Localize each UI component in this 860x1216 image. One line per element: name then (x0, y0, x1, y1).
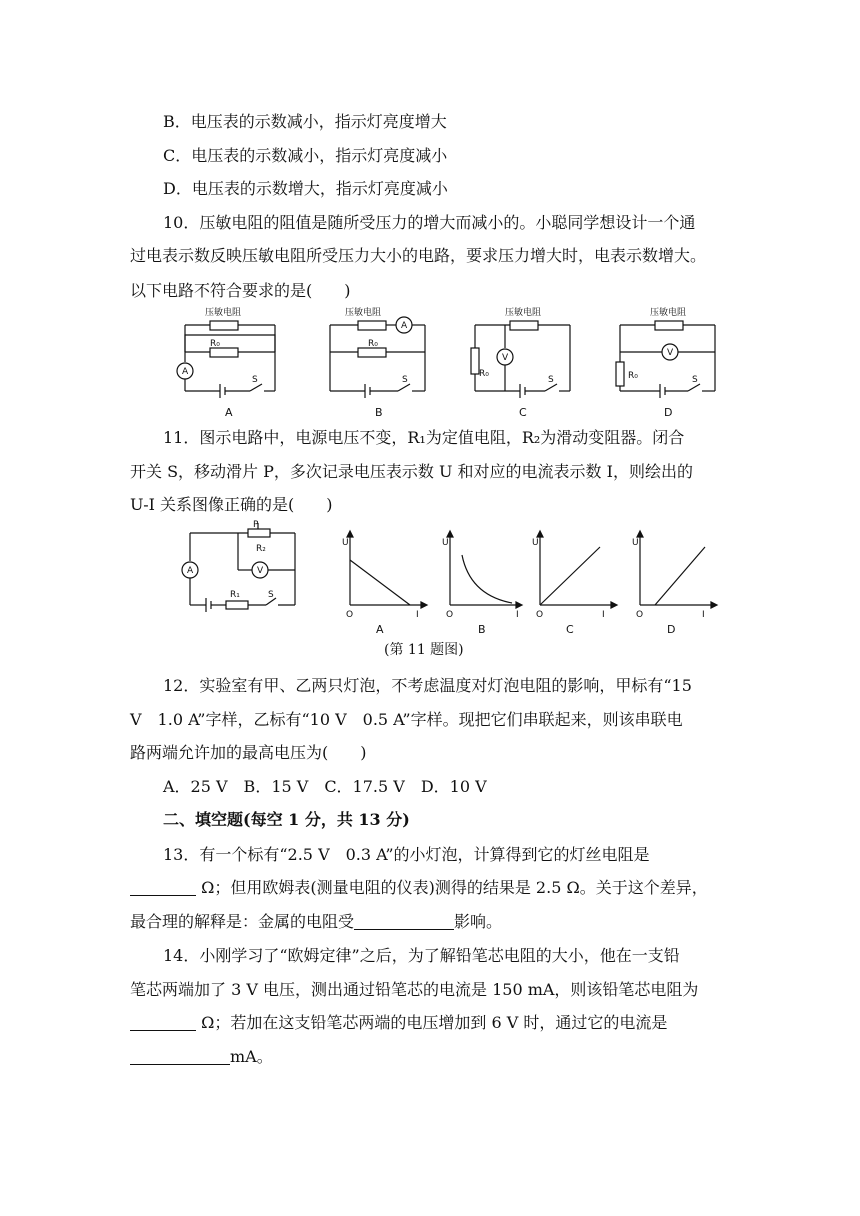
circuit-a-r0-label: R₀ (210, 339, 220, 349)
graph-c-o: O (536, 610, 544, 620)
circuit-c-resistor-label: 压敏电阻 (505, 308, 542, 318)
circuit-d-switch-label: S (692, 375, 698, 385)
q13-line-3-text: 最合理的解释是：金属的电阻受 (130, 912, 355, 931)
q11-graph-c (537, 531, 617, 608)
q14-line-2: 笔芯两端加了 3 V 电压，测出通过铅笔芯的电流是 150 mA，则该铅笔芯电阻为 (130, 980, 699, 999)
q11-r2-label: R₂ (256, 544, 266, 554)
graph-c-u: U (532, 538, 539, 548)
q14-line-1: 14．小刚学习了“欧姆定律”之后，为了解铅笔芯电阻的大小，他在一支铅 (163, 946, 680, 965)
q12-line-2: V 1.0 A”字样，乙标有“10 V 0.5 A”字样。现把它们串联起来，则该串联电 (130, 710, 683, 729)
graph-d-u: U (632, 538, 639, 548)
q9-option-b: B．电压表的示数减小，指示灯亮度增大 (163, 112, 447, 131)
graph-a-o: O (346, 610, 354, 620)
q13-line-3 (130, 912, 730, 932)
q11-ammeter-label: A (187, 566, 194, 576)
graph-d-o: O (636, 610, 644, 620)
q11-line-3: U-I 关系图像正确的是( ) (130, 495, 333, 514)
q11-figure (170, 515, 730, 640)
q11-line-2: 开关 S，移动滑片 P，多次记录电压表示数 U 和对应的电流表示数 I，则绘出的 (130, 462, 693, 481)
q14-blank-2[interactable] (130, 1048, 230, 1065)
graph-b-u: U (442, 538, 449, 548)
circuit-c (471, 321, 570, 398)
circuit-a (177, 321, 275, 398)
q9-option-c: C．电压表的示数减小，指示灯亮度减小 (163, 146, 448, 165)
graph-a-u: U (342, 538, 349, 548)
graph-a-letter: A (376, 623, 384, 636)
q12-line-1: 12．实验室有甲、乙两只灯泡，不考虑温度对灯泡电阻的影响，甲标有“15 (163, 676, 692, 695)
circuit-d-r0-label: R₀ (628, 371, 638, 381)
graph-b-o: O (446, 610, 454, 620)
q12-options: A．25 V B．15 V C．17.5 V D．10 V (163, 777, 487, 796)
graph-b-letter: B (478, 623, 486, 636)
circuit-c-r0-label: R₀ (479, 369, 489, 379)
circuit-b-switch-label: S (402, 375, 408, 385)
q14-blank-1[interactable] (130, 1014, 196, 1031)
graph-d-letter: D (667, 623, 676, 636)
q11-graph-d (637, 531, 717, 608)
q11-voltmeter-label: V (257, 566, 264, 576)
q14-line-4 (130, 1047, 730, 1067)
circuit-d-voltmeter-label: V (667, 348, 674, 358)
q13-line-2 (130, 878, 730, 898)
q10-line-2: 过电表示数反映压敏电阻所受压力大小的电路，要求压力增大时，电表示数增大。 (130, 246, 707, 265)
circuit-a-resistor-label: 压敏电阻 (205, 308, 242, 318)
graph-b-i: I (516, 610, 519, 620)
circuit-d-resistor-label: 压敏电阻 (650, 308, 687, 318)
q13-blank-1[interactable] (130, 879, 196, 896)
circuit-d (616, 321, 715, 398)
q11-graph-a (347, 531, 427, 608)
graph-d-i: I (702, 610, 705, 620)
circuit-d-letter: D (664, 406, 673, 419)
q11-r1-label: R₁ (230, 590, 240, 600)
graph-c-i: I (602, 610, 605, 620)
q9-option-d: D．电压表的示数增大，指示灯亮度减小 (163, 179, 448, 198)
section-2-title: 二、填空题(每空 1 分，共 13 分) (163, 810, 410, 829)
circuit-c-voltmeter-label: V (502, 353, 509, 363)
q10-circuits-figure (170, 300, 730, 420)
circuit-b-ammeter-label: A (401, 321, 408, 331)
circuit-c-switch-label: S (548, 375, 554, 385)
q11-graph-b (447, 531, 522, 608)
q12-line-3: 路两端允许加的最高电压为( ) (130, 743, 367, 762)
graph-c-letter: C (566, 623, 574, 636)
circuit-a-letter: A (225, 406, 233, 419)
circuit-a-ammeter-label: A (182, 367, 189, 377)
q11-p-label: P (253, 520, 259, 530)
circuit-a-switch-label: S (252, 375, 258, 385)
q13-blank-2[interactable] (354, 913, 454, 930)
q14-line-3 (130, 1013, 730, 1033)
circuit-b-r0-label: R₀ (368, 339, 378, 349)
circuit-b-letter: B (375, 406, 383, 419)
q13-line-1: 13．有一个标有“2.5 V 0.3 A”的小灯泡，计算得到它的灯丝电阻是 (163, 845, 650, 864)
q11-caption: (第 11 题图) (384, 642, 464, 658)
q10-line-1: 10．压敏电阻的阻值是随所受压力的增大而减小的。小聪同学想设计一个通 (163, 213, 696, 232)
q14-line-4-text: mA。 (230, 1047, 273, 1066)
circuit-b-resistor-label: 压敏电阻 (345, 308, 382, 318)
circuit-c-letter: C (519, 406, 527, 419)
q11-switch-label: S (268, 590, 274, 600)
q14-line-3-text: Ω；若加在这支铅笔芯两端的电压增加到 6 V 时，通过它的电流是 (196, 1013, 668, 1032)
q10-line-3: 以下电路不符合要求的是( ) (130, 281, 351, 300)
graph-a-i: I (416, 610, 419, 620)
circuit-b (330, 317, 425, 398)
q11-line-1: 11．图示电路中，电源电压不变，R₁为定值电阻，R₂为滑动变阻器。闭合 (163, 428, 685, 447)
q13-line-2-text: Ω；但用欧姆表(测量电阻的仪表)测得的结果是 2.5 Ω。关于这个差异， (196, 878, 708, 897)
q13-line-3-end: 影响。 (454, 912, 503, 931)
